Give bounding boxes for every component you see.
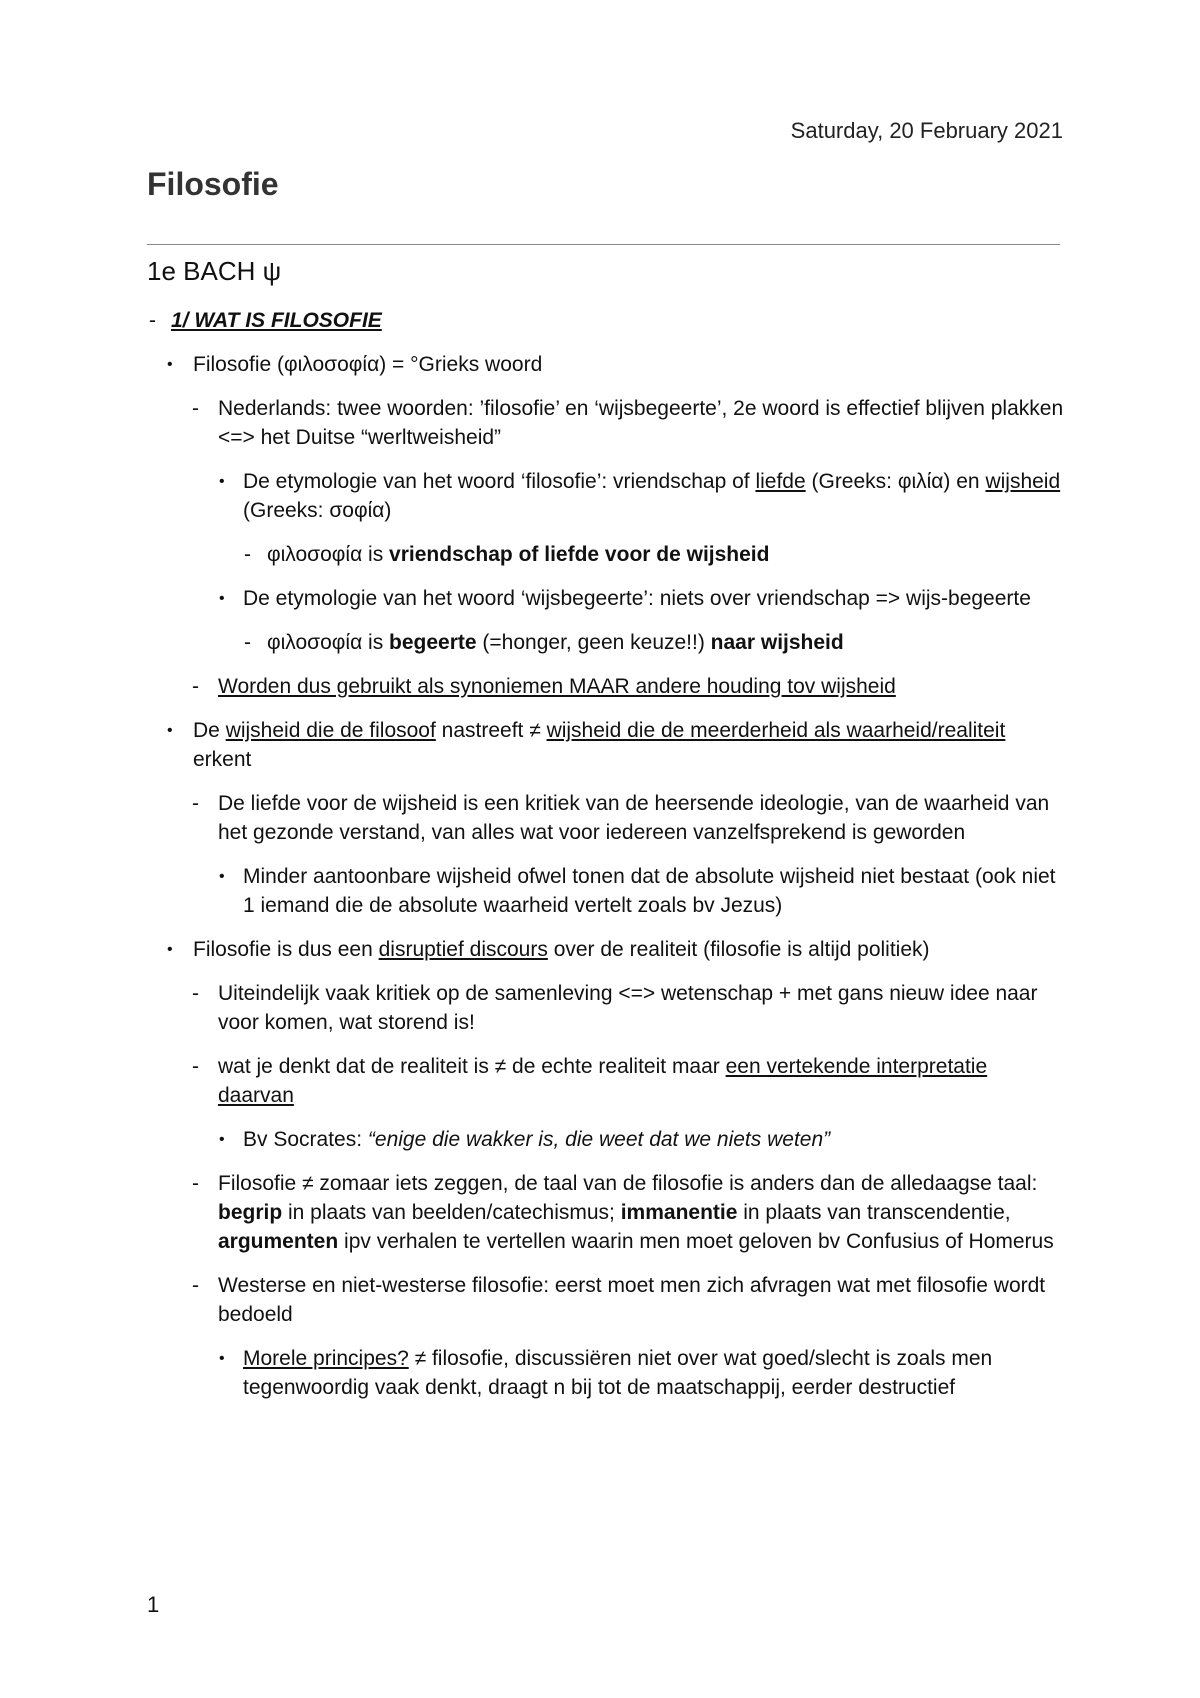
item-text: (Greeks: φιλία) en	[805, 470, 986, 493]
item-text: Filosofie ≠ zomaar iets zeggen, de taal van de filosofie is anders dan de alledaagse taal:	[218, 1172, 1038, 1195]
underlined-text: Worden dus gebruikt als synoniemen MAAR andere houding tov wijsheid	[218, 675, 896, 698]
section-heading-item	[147, 306, 1067, 335]
page-number: 1	[147, 1592, 160, 1617]
list-item	[147, 350, 1067, 379]
quote-text: “enige die wakker is, die weet dat we niets weten”	[367, 1128, 831, 1151]
underlined-term: een vertekende interpretatie daarvan	[218, 1055, 988, 1107]
bullet-marker: •	[167, 356, 173, 373]
dash-marker: -	[192, 675, 199, 698]
list-item	[147, 935, 1067, 964]
page-title: Filosofie	[147, 166, 279, 202]
bold-term: immanentie	[620, 1201, 738, 1224]
item-text: De etymologie van het woord ‘filosofie’: vriendschap of	[243, 470, 756, 493]
title-divider	[147, 244, 1060, 245]
list-item	[147, 1169, 1067, 1256]
dash-marker: -	[149, 309, 156, 332]
item-text: ≠ filosofie, discussiëren niet over wat goed/slecht is zoals men tegenwoordig vaak denkt, draagt n bij tot de maatschappij, eerder destructief	[243, 1347, 993, 1399]
item-text: ipv verhalen te vertellen waarin men moet geloven bv Confusius of Homerus	[338, 1230, 1054, 1253]
item-text: Uiteindelijk vaak kritiek op de samenleving <=> wetenschap + met gans nieuw idee naar voor komen, wat storend is!	[218, 982, 1038, 1034]
bullet-marker: •	[219, 1131, 225, 1148]
list-item	[147, 467, 1067, 525]
list-item	[147, 584, 1067, 613]
bullet-marker: •	[219, 868, 225, 885]
item-text: nastreeft ≠	[435, 719, 547, 742]
dash-marker: -	[244, 543, 251, 566]
underlined-term: disruptief discours	[378, 938, 548, 961]
list-item	[147, 789, 1067, 847]
item-text: Filosofie (φιλοσοφία) = °Grieks woord	[193, 353, 543, 376]
document-date: Saturday, 20 February 2021	[790, 118, 1063, 143]
bullet-marker: •	[167, 941, 173, 958]
bold-term: argumenten	[218, 1230, 339, 1253]
item-text: erkent	[193, 748, 252, 771]
list-item	[147, 979, 1067, 1037]
dash-marker: -	[192, 1172, 199, 1195]
list-item	[147, 1271, 1067, 1329]
item-text: De liefde voor de wijsheid is een kritiek van de heersende ideologie, van de waarheid van het gezonde verstand, van alles wat voor iedereen vanzelfsprekend is geworden	[218, 792, 1050, 844]
item-text: De etymologie van het woord ‘wijsbegeerte’: niets over vriendschap => wijs-begeerte	[243, 587, 1031, 610]
underlined-term: Morele principes?	[243, 1347, 409, 1370]
list-item	[147, 862, 1067, 920]
item-text: in plaats van beelden/catechismus;	[282, 1201, 621, 1224]
dash-marker: -	[192, 1055, 199, 1078]
section-heading: 1/ WAT IS FILOSOFIE	[171, 309, 382, 332]
dash-marker: -	[192, 1274, 199, 1297]
bullet-marker: •	[219, 1350, 225, 1367]
item-text: Westerse en niet-westerse filosofie: eerst moet men zich afvragen wat met filosofie wordt bedoeld	[218, 1274, 1046, 1326]
underlined-term: wijsheid	[985, 470, 1061, 493]
list-item	[147, 672, 1067, 701]
underlined-term: wijsheid die de meerderheid als waarheid/realiteit	[546, 719, 1006, 742]
list-item	[147, 1344, 1067, 1402]
dash-marker: -	[192, 792, 199, 815]
dash-marker: -	[192, 982, 199, 1005]
bold-term: begeerte	[389, 631, 477, 654]
bold-term: begrip	[218, 1201, 283, 1224]
dash-marker: -	[244, 631, 251, 654]
outline-content	[147, 306, 1067, 1417]
item-text: wat je denkt dat de realiteit is ≠ de echte realiteit maar	[218, 1055, 726, 1078]
list-item	[147, 716, 1067, 774]
item-text: (Greeks: σοφία)	[243, 499, 392, 522]
bold-term: naar wijsheid	[710, 631, 844, 654]
item-text: φιλοσοφία is	[267, 631, 390, 654]
list-item	[147, 540, 1067, 569]
bullet-marker: •	[219, 590, 225, 607]
list-item	[147, 628, 1067, 657]
underlined-term: liefde	[755, 470, 806, 493]
item-text: Nederlands: twee woorden: ’filosofie’ en ‘wijsbegeerte’, 2e woord is effectief blijven plakken <=> het Duitse “werltweisheid”	[218, 397, 1064, 449]
item-text: Minder aantoonbare wijsheid ofwel tonen dat de absolute wijsheid niet bestaat (ook niet 1 iemand die de absolute waarheid vertelt zoals bv Jezus)	[243, 865, 1056, 917]
list-item	[147, 1125, 1067, 1154]
list-item	[147, 394, 1067, 452]
list-item	[147, 1052, 1067, 1110]
bullet-marker: •	[167, 722, 173, 739]
bold-term: vriendschap of liefde voor de wijsheid	[389, 543, 770, 566]
item-text: φιλοσοφία is	[267, 543, 390, 566]
item-text: Filosofie is dus een	[193, 938, 379, 961]
subtitle-heading: 1e BACH ψ	[147, 256, 282, 286]
dash-marker: -	[192, 397, 199, 420]
item-text: in plaats van transcendentie,	[737, 1201, 1011, 1224]
item-text: Bv Socrates:	[243, 1128, 368, 1151]
underlined-term: wijsheid die de filosoof	[225, 719, 436, 742]
item-text: over de realiteit (filosofie is altijd politiek)	[547, 938, 930, 961]
item-text: De	[193, 719, 226, 742]
bullet-marker: •	[219, 473, 225, 490]
item-text: (=honger, geen keuze!!)	[476, 631, 711, 654]
